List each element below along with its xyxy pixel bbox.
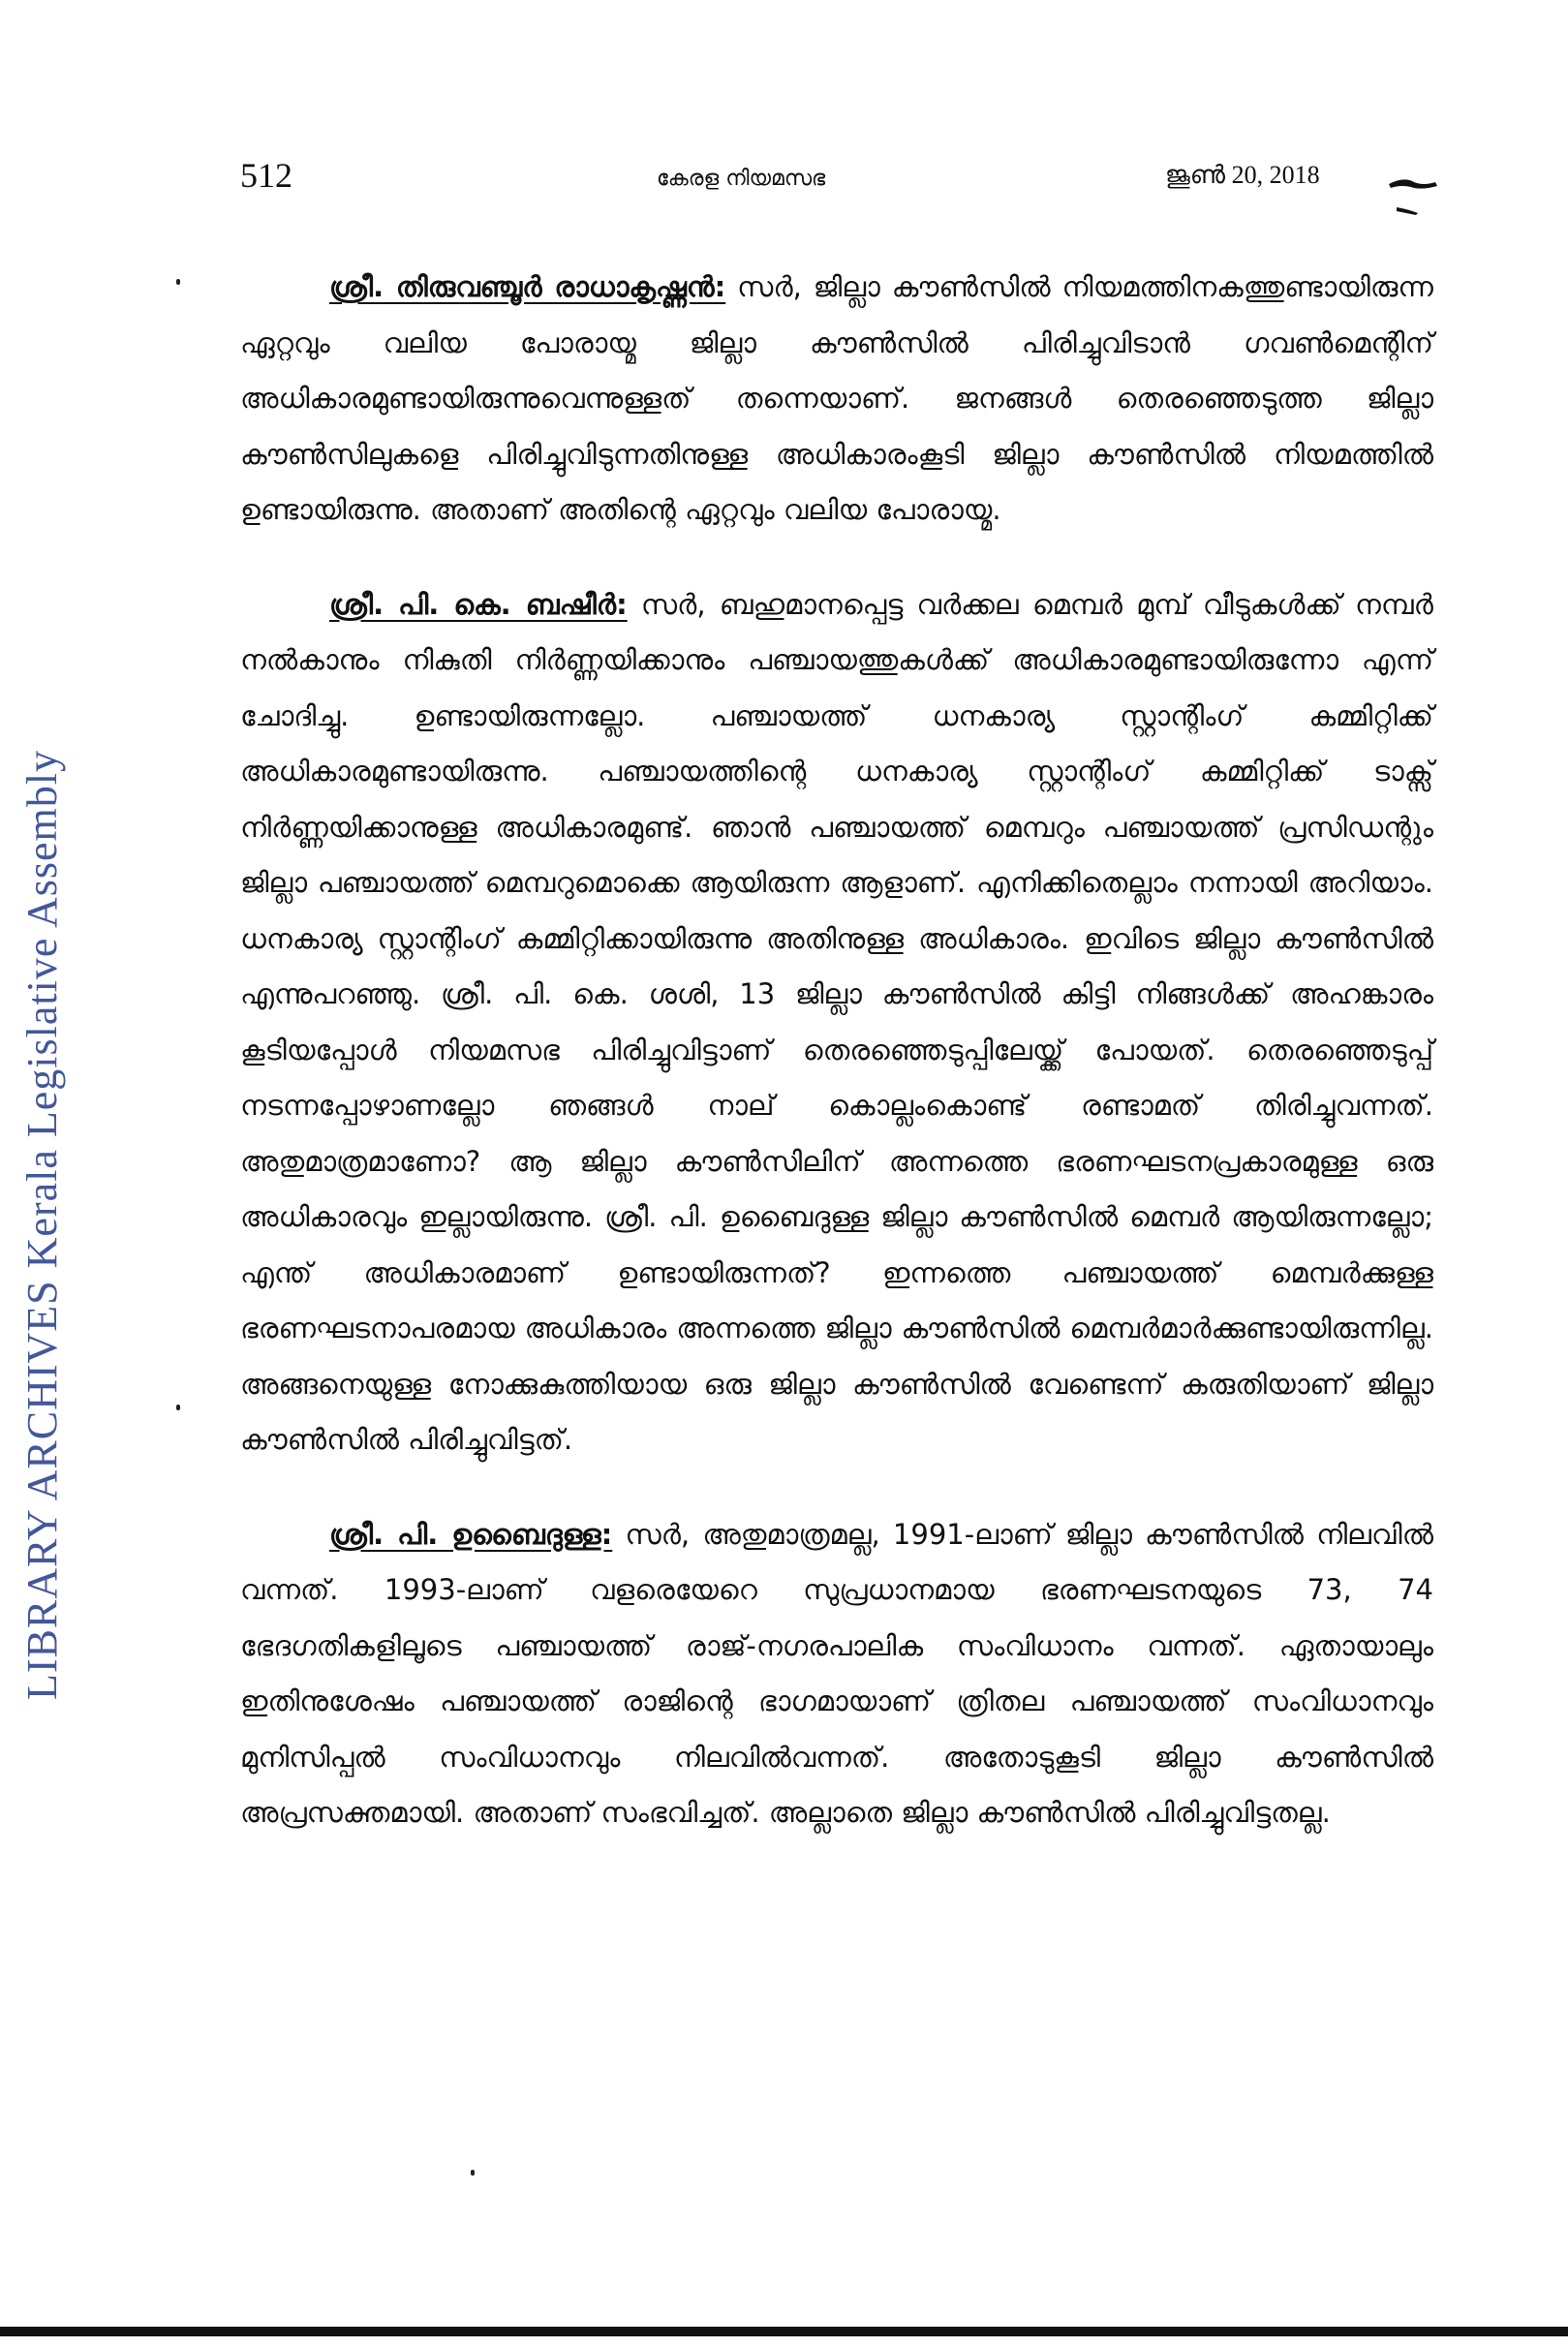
speaker-name: ശ്രീ. പി. കെ. ബഷീർ: bbox=[329, 587, 628, 621]
speech-text: സർ, അതുമാത്രമല്ല, 1991-ലാണ് ജില്ലാ കൗൺസിൽ നിലവിൽ വന്നത്. 1993-ലാണ് വളരെയേറെ സുപ്രധാനമായ ഭരണഘടനയുടെ 73, 74 ഭേദഗതികളിലൂടെ പഞ്ചായത്ത് രാജ്-നഗരപാലിക സംവിധാനം വന്നത്. ഏതായാലും ഇതിനുശേഷം പഞ്ചായത്ത് രാജിന്റെ ഭാഗമായാണ് ത്രിതല പഞ്ചായത്ത് സംവിധാനവും മുനിസിപ്പൽ സംവിധാനവും നിലവിൽവന്നത്. അതോടുകൂടി ജില്ലാ കൗൺസിൽ അപ്രസക്തമായി. അതാണ് സംഭവിച്ചത്. അല്ലാതെ ജില്ലാ കൗൺസിൽ പിരിച്ചുവിട്ടതല്ല. bbox=[240, 1517, 1434, 1829]
scan-corner-mark-icon bbox=[1385, 174, 1443, 232]
speaker-name: ശ്രീ. പി. ഉബൈദുള്ള: bbox=[329, 1517, 613, 1551]
scan-bottom-edge bbox=[0, 2327, 1568, 2336]
scan-speck bbox=[176, 1405, 180, 1410]
archive-watermark: LIBRARY ARCHIVES Kerala Legislative Assembly bbox=[18, 750, 66, 1700]
speaker-name: ശ്രീ. തിരുവഞ്ചൂർ രാധാകൃഷ്ണൻ: bbox=[329, 270, 726, 303]
page-number: 512 bbox=[240, 156, 292, 195]
speech-paragraph bbox=[240, 1507, 1433, 1841]
page-header bbox=[240, 155, 1431, 203]
speech-text: സർ, ബഹുമാനപ്പെട്ട വർക്കല മെമ്പർ മുമ്പ് വീടുകൾക്ക് നമ്പർ നൽകാനും നികുതി നിർണ്ണയിക്കാനും പഞ്ചായത്തുകൾക്ക് അധികാരമുണ്ടായിരുന്നോ എന്ന് ചോദിച്ചു. ഉണ്ടായിരുന്നല്ലോ. പഞ്ചായത്ത് ധനകാര്യ സ്റ്റാന്റിംഗ് കമ്മിറ്റിക്ക് അധികാരമുണ്ടായിരുന്നു. പഞ്ചായത്തിന്റെ ധനകാര്യ സ്റ്റാന്റിംഗ് കമ്മിറ്റിക്ക് ടാക്സ് നിർണ്ണയിക്കാനുള്ള അധികാരമുണ്ട്. ഞാൻ പഞ്ചായത്ത് മെമ്പറും പഞ്ചായത്ത് പ്രസിഡന്റും ജില്ലാ പഞ്ചായത്ത് മെമ്പറുമൊക്കെ ആയിരുന്ന ആളാണ്. എനിക്കിതെല്ലാം നന്നായി അറിയാം. ധനകാര്യ സ്റ്റാന്റിംഗ് കമ്മിറ്റിക്കായിരുന്നു അതിനുള്ള അധികാരം. ഇവിടെ ജില്ലാ കൗൺസിൽ എന്നുപറഞ്ഞു. ശ്രീ. പി. കെ. ശശി, 13 ജില്ലാ കൗൺസിൽ കിട്ടി നിങ്ങൾക്ക് അഹങ്കാരം കൂടിയപ്പോൾ നിയമസഭ പിരിച്ചുവിട്ടാണ് തെരഞ്ഞെടുപ്പിലേയ്ക്ക് പോയത്. തെരഞ്ഞെടുപ്പ് നടന്നപ്പോഴാണല്ലോ ഞങ്ങൾ നാല് കൊല്ലംകൊണ്ട് രണ്ടാമത് തിരിച്ചുവന്നത്. അതുമാത്രമാണോ? ആ ജില്ലാ കൗൺസിലിന് അന്നത്തെ ഭരണഘടനപ്രകാരമുള്ള ഒരു അധികാരവും ഇല്ലായിരുന്നു. ശ്രീ. പി. ഉബൈദുള്ള ജില്ലാ കൗൺസിൽ മെമ്പർ ആയിരുന്നല്ലോ; എന്ത് അധികാരമാണ് ഉണ്ടായിരുന്നത്? ഇന്നത്തെ പഞ്ചായത്ത് മെമ്പർക്കുള്ള ഭരണഘടനാപരമായ അധികാരം അന്നത്തെ ജില്ലാ കൗൺസിൽ മെമ്പർമാർക്കുണ്ടായിരുന്നില്ല. അങ്ങനെയുള്ള നോക്കുകുത്തിയായ ഒരു ജില്ലാ കൗൺസിൽ വേണ്ടെന്ന് കരുതിയാണ് ജില്ലാ കൗൺസിൽ പിരിച്ചുവിട്ടത്. bbox=[240, 587, 1433, 1456]
proceedings-body bbox=[240, 260, 1433, 1880]
speech-paragraph bbox=[240, 260, 1433, 539]
speech-text: സർ, ജില്ലാ കൗൺസിൽ നിയമത്തിനകത്തുണ്ടായിരുന്ന ഏറ്റവും വലിയ പോരായ്മ ജില്ലാ കൗൺസിൽ പിരിച്ചുവിടാൻ ഗവൺമെന്റിന് അധികാരമുണ്ടായിരുന്നുവെന്നുള്ളത് തന്നെയാണ്. ജനങ്ങൾ തെരഞ്ഞെടുത്ത ജില്ലാ കൗൺസിലുകളെ പിരിച്ചുവിടുന്നതിനുള്ള അധികാരംകൂടി ജില്ലാ കൗൺസിൽ നിയമത്തിൽ ഉണ്ടായിരുന്നു. അതാണ് അതിന്റെ ഏറ്റവും വലിയ പോരായ്മ. bbox=[240, 270, 1433, 526]
scan-speck bbox=[471, 2170, 475, 2176]
running-title: കേരള നിയമസഭ bbox=[657, 167, 826, 191]
scan-speck bbox=[176, 279, 180, 285]
speech-paragraph bbox=[240, 577, 1433, 1468]
header-date: ജൂൺ 20, 2018 bbox=[1165, 161, 1320, 189]
